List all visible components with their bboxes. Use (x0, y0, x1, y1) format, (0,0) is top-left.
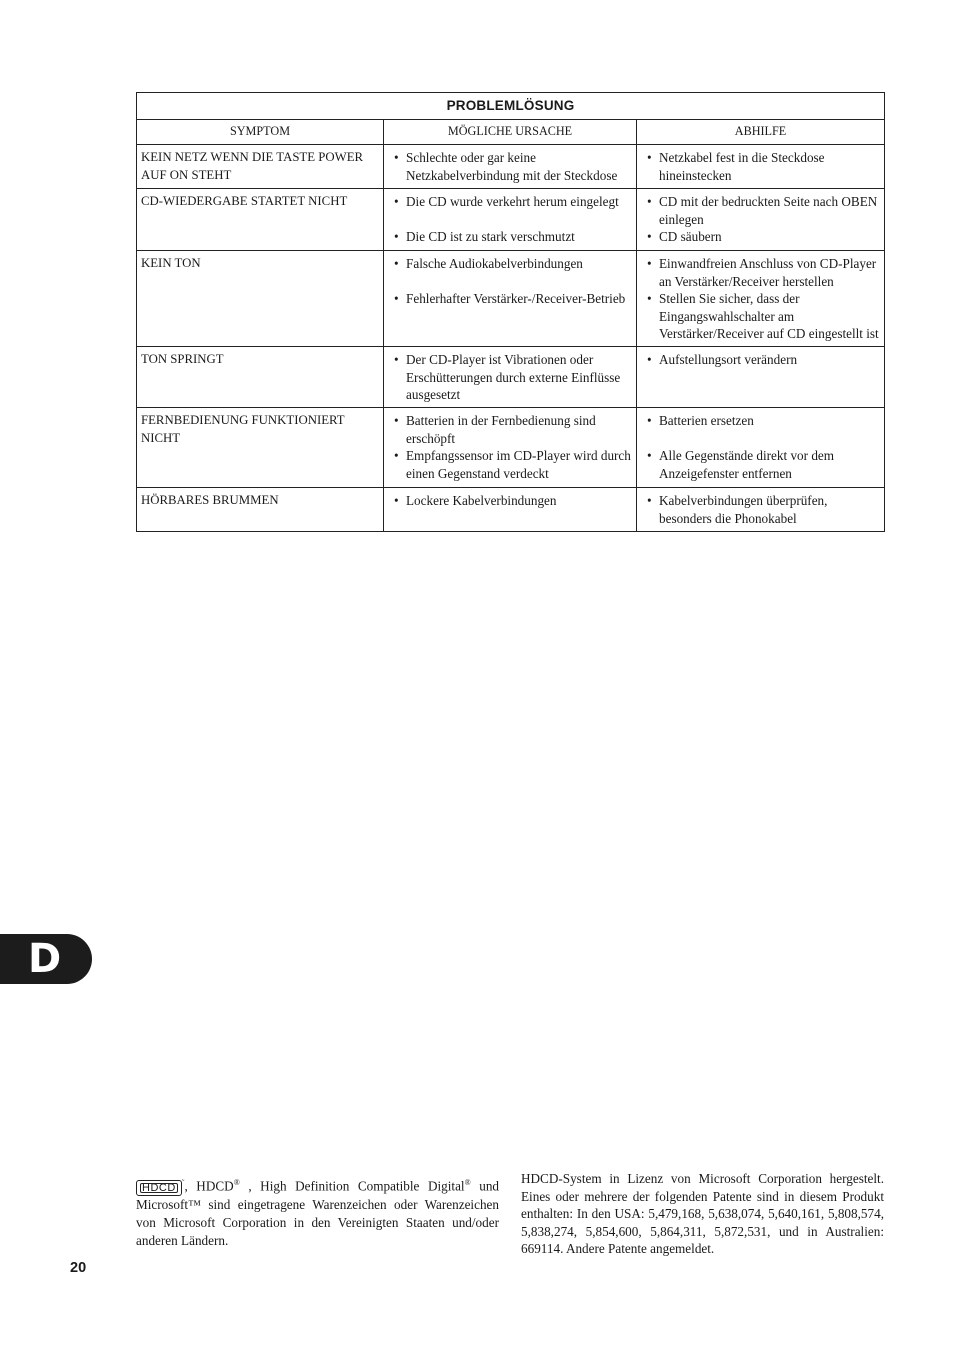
remedy-item: • Stellen Sie sicher, dass der Eingangswahlschalter am Verstärker/Receiver auf CD eingestellt ist (647, 290, 882, 343)
remedy-item: • CD mit der bedruckten Seite nach OBEN einlegen (647, 193, 882, 228)
symptom-cell: TON SPRINGT (137, 347, 384, 407)
cause-cell (384, 408, 637, 487)
cause-item: • Schlechte oder gar keine Netzkabelverbindung mit der Steckdose (394, 149, 632, 184)
cause-cell (384, 145, 637, 188)
hdcd-logo-icon: HDCD (136, 1180, 182, 1196)
table-title: PROBLEMLÖSUNG (137, 93, 884, 120)
patent-notice: HDCD-System in Lizenz von Microsoft Corporation hergestelt. Eines oder mehrere der folgenden Patente sind in diesem Produkt enthalten: In den USA: 5,479,168, 5,638,074, 5,640,161, 5,808,574, 5,838,274, 5,854,600, 5,864,311, 5,872,531, und in Australien: 669114. Andere Patente angemeldet. (521, 1171, 884, 1257)
cause-cell (384, 347, 637, 407)
cause-item: • Die CD ist zu stark verschmutzt (394, 228, 632, 246)
header-remedy: ABHILFE (734, 124, 787, 138)
header-symptom: SYMPTOM (137, 120, 384, 144)
remedy-cell (637, 189, 884, 250)
remedy-item: • Batterien ersetzen (647, 412, 882, 430)
cause-item: • Die CD wurde verkehrt herum eingelegt (394, 193, 632, 211)
table-row (137, 145, 884, 189)
logo-tm-mark: ˜ (181, 1178, 185, 1187)
remedy-cell (637, 408, 884, 487)
symptom-cell: CD-WIEDERGABE STARTET NICHT (137, 189, 384, 250)
remedy-cell (637, 347, 884, 407)
remedy-cell (637, 488, 884, 531)
header-cause: MÖGLICHE URSACHE (384, 120, 637, 144)
remedy-item: • CD säubern (647, 228, 882, 246)
remedy-item: • Alle Gegenstände direkt vor dem Anzeigefenster entfernen (647, 447, 882, 482)
remedy-cell (637, 251, 884, 346)
table-header-row (137, 120, 884, 145)
cause-cell (384, 251, 637, 346)
cause-item: • Batterien in der Fernbedienung sind erschöpft (394, 412, 632, 447)
table-row (137, 251, 884, 347)
symptom-cell: FERNBEDIENUNG FUNKTIONIERT NICHT (137, 408, 384, 487)
cause-cell (384, 488, 637, 531)
symptom-cell: KEIN NETZ WENN DIE TASTE POWER AUF ON STEHT (137, 145, 384, 188)
cause-item: • Fehlerhafter Verstärker-/Receiver-Betrieb (394, 290, 632, 308)
table-row (137, 347, 884, 408)
symptom-cell: KEIN TON (137, 251, 384, 346)
symptom-cell: HÖRBARES BRUMMEN (137, 488, 384, 531)
remedy-item: • Kabelverbindungen überprüfen, besonders die Phonokabel (647, 492, 882, 527)
trademark-text-3: und Microsoft™ sind eingetragene Warenzeichen oder Warenzeichen von Microsoft Corporation in den Vereinigten Staaten und/oder anderen Ländern. (136, 1178, 500, 1248)
cause-item: • Falsche Audiokabelverbindungen (394, 255, 632, 273)
cause-item: • Empfangssensor im CD-Player wird durch einen Gegenstand verdeckt (394, 447, 632, 482)
remedy-item: • Einwandfreien Anschluss von CD-Player an Verstärker/Receiver herstellen (647, 255, 882, 290)
table-row (137, 488, 884, 531)
table-row (137, 189, 884, 251)
remedy-cell (637, 145, 884, 188)
trademark-notice (136, 1174, 499, 1249)
trademark-text-2: , High Definition Compatible Digital (239, 1178, 465, 1194)
cause-cell (384, 189, 637, 250)
language-tab-label: D (28, 936, 62, 982)
troubleshooting-table (136, 92, 885, 532)
remedy-item: • Netzkabel fest in die Steckdose hineinstecken (647, 149, 882, 184)
reg-mark: ® (464, 1178, 471, 1187)
cause-item: • Lockere Kabelverbindungen (394, 492, 632, 510)
table-row (137, 408, 884, 488)
language-tab (0, 934, 92, 984)
reg-mark: ® (233, 1178, 240, 1187)
remedy-item: • Aufstellungsort verändern (647, 351, 882, 369)
page-number: 20 (70, 1260, 87, 1276)
trademark-text-1: , HDCD (184, 1178, 234, 1194)
cause-item: • Der CD-Player ist Vibrationen oder Erschütterungen durch externe Einflüsse ausgesetzt (394, 351, 632, 404)
